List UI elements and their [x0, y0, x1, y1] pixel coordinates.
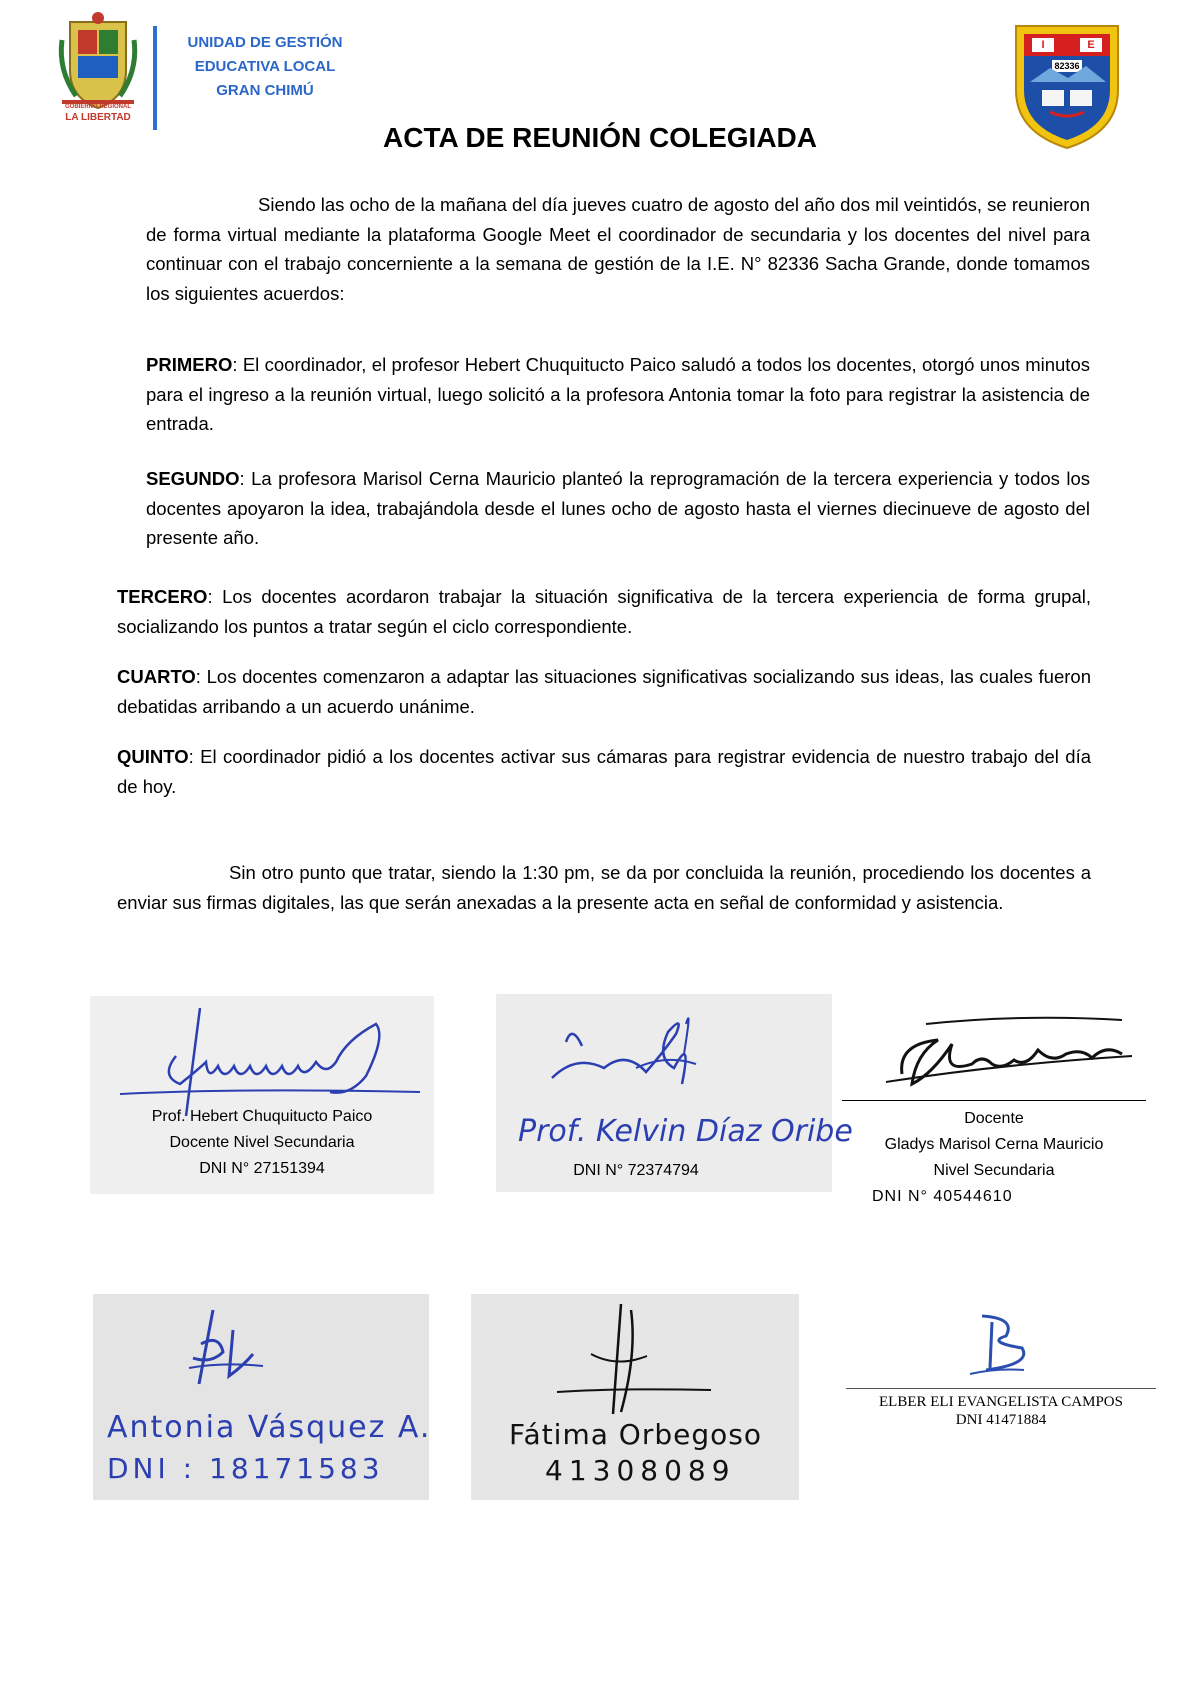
signer-role: Nivel Secundaria: [933, 1162, 1055, 1179]
agreement-label: QUINTO: [117, 746, 189, 767]
agreement-first: [146, 350, 1090, 439]
regional-government-crest: [56, 10, 140, 128]
signer-role: Docente Nivel Secundaria: [169, 1134, 355, 1151]
signer-name: ELBER ELI EVANGELISTA CAMPOS: [879, 1394, 1123, 1410]
agreement-text: : Los docentes comenzaron a adaptar las situaciones significativas socializando sus ideas, las cuales fueron debatidas arribando a un acuerdo unánime.: [117, 666, 1091, 717]
signature-card-elber: [846, 1312, 1156, 1442]
signer-title: Docente: [964, 1110, 1024, 1127]
signature-card-fatima: [471, 1294, 799, 1500]
crest-letter-e: E: [1087, 39, 1095, 51]
handwritten-signature: [846, 1312, 1156, 1392]
agreement-label: CUARTO: [117, 666, 196, 687]
signature-card-gladys: [842, 1004, 1152, 1204]
handwritten-dni: 41308089: [545, 1454, 736, 1487]
crest-letter-i: I: [1041, 39, 1045, 51]
agreement-fifth: [117, 742, 1091, 801]
header-divider: [153, 26, 157, 130]
ugel-line-2: EDUCATIVA LOCAL: [194, 58, 336, 75]
signature-line: [842, 1100, 1146, 1101]
handwritten-name: Prof. Kelvin Díaz Oribe: [518, 1114, 853, 1149]
crest-caption-top: GOBIERNO REGIONAL: [64, 104, 131, 110]
signature-card-hebert: [90, 996, 434, 1194]
agreement-third: [117, 582, 1091, 641]
handwritten-name: Fátima Orbegoso: [509, 1418, 762, 1451]
crest-caption-bottom: LA LIBERTAD: [65, 112, 131, 123]
agreement-label: PRIMERO: [146, 354, 233, 375]
crest-school-number: 82336: [1054, 61, 1080, 71]
agreement-label: SEGUNDO: [146, 468, 240, 489]
signer-dni: DNI N° 40544610: [872, 1188, 1013, 1205]
agreement-second: [146, 464, 1090, 553]
handwritten-name: Antonia Vásquez A.: [107, 1410, 432, 1445]
agreement-text: : El coordinador pidió a los docentes activar sus cámaras para registrar evidencia de nuestro trabajo del día de hoy.: [117, 746, 1091, 797]
agreement-text: : La profesora Marisol Cerna Mauricio planteó la reprogramación de la tercera experiencia y todos los docentes apoyaron la idea, trabajándola desde el lunes ocho de agosto hasta el viernes diecinueve de agosto del presente año.: [146, 468, 1090, 548]
signer-dni: DNI N° 72374794: [573, 1162, 699, 1179]
signer-dni: DNI N° 27151394: [199, 1160, 325, 1177]
signer-name: Prof. Hebert Chuquitucto Paico: [151, 1108, 373, 1125]
intro-paragraph: Siendo las ocho de la mañana del día jueves cuatro de agosto del año dos mil veintidós, se reunieron de forma virtual mediante la plataforma Google Meet el coordinador de secundaria y los docentes del nivel para continuar con el trabajo concerniente a la semana de gestión de la I.E. N° 82336 Sacha Grande, donde tomamos los siguientes acuerdos:: [146, 194, 1091, 304]
agreement-label: TERCERO: [117, 586, 208, 607]
ugel-line-3: GRAN CHIMÚ: [216, 82, 314, 99]
document-title: ACTA DE REUNIÓN COLEGIADA: [383, 122, 817, 153]
signature-line: [846, 1388, 1156, 1389]
agreement-fourth: [117, 662, 1091, 721]
signer-dni: DNI 41471884: [955, 1412, 1047, 1428]
closing-paragraph: Sin otro punto que tratar, siendo la 1:30 pm, se da por concluida la reunión, procediendo los docentes a enviar sus firmas digitales, las que serán anexadas a la presente acta en señal de conformidad y asistencia.: [117, 862, 1091, 913]
signer-name: Gladys Marisol Cerna Mauricio: [884, 1136, 1104, 1153]
signature-card-antonia: [93, 1294, 432, 1500]
agreement-text: : El coordinador, el profesor Hebert Chuquitucto Paico saludó a todos los docentes, otorgó unos minutos para el ingreso a la reunión virtual, luego solicitó a la profesora Antonia tomar la foto para registrar la asistencia de entrada.: [146, 354, 1090, 434]
ugel-line-1: UNIDAD DE GESTIÓN: [187, 34, 343, 51]
agreement-text: : Los docentes acordaron trabajar la situación significativa de la tercera experiencia de forma grupal, socializando los puntos a tratar según el ciclo correspondiente.: [117, 586, 1091, 637]
handwritten-dni: DNI : 18171583: [107, 1452, 384, 1485]
signature-card-kelvin: [496, 994, 853, 1192]
